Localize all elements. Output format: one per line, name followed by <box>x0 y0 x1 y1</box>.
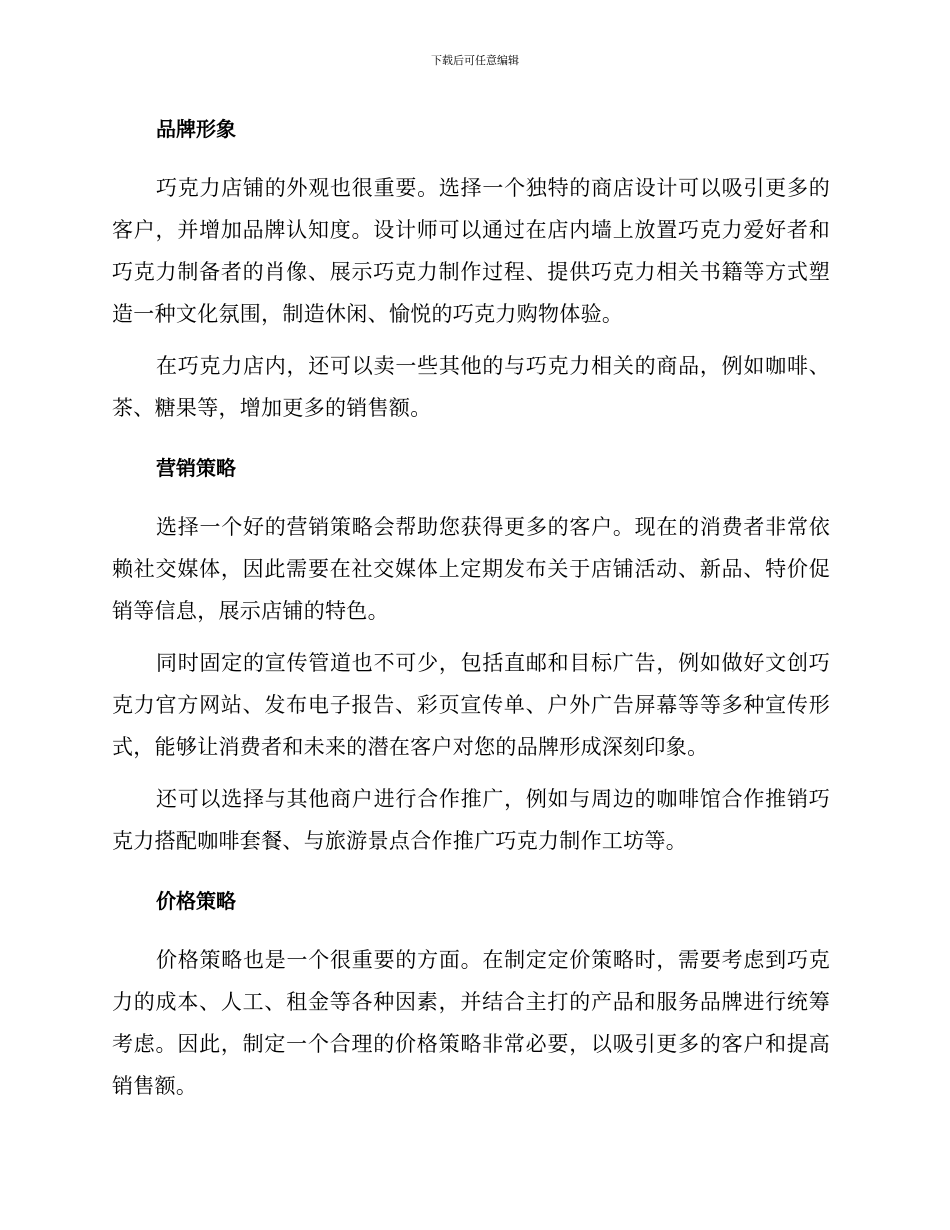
section-heading-marketing-strategy: 营销策略 <box>156 456 236 480</box>
document-body <box>112 110 830 1107</box>
paragraph: 选择一个好的营销策略会帮助您获得更多的客户。现在的消费者非常依赖社交媒体，因此需要在社交媒体上定期发布关于店铺活动、新品、特价促销等信息，展示店铺的特色。 <box>112 515 830 623</box>
paragraph: 巧克力店铺的外观也很重要。选择一个独特的商店设计可以吸引更多的客户，并增加品牌认知度。设计师可以通过在店内墙上放置巧克力爱好者和巧克力制备者的肖像、展示巧克力制作过程、提供巧克力相关书籍等方式塑造一种文化氛围，制造休闲、愉悦的巧克力购物体验。 <box>112 176 830 326</box>
paragraph: 还可以选择与其他商户进行合作推广，例如与周边的咖啡馆合作推销巧克力搭配咖啡套餐、与旅游景点合作推广巧克力制作工坊等。 <box>112 787 830 853</box>
section-heading-pricing-strategy: 价格策略 <box>156 889 236 913</box>
paragraph: 在巧克力店内，还可以卖一些其他的与巧克力相关的商品，例如咖啡、茶、糖果等，增加更多的销售额。 <box>112 354 830 420</box>
paragraph: 价格策略也是一个很重要的方面。在制定定价策略时，需要考虑到巧克力的成本、人工、租金等各种因素，并结合主打的产品和服务品牌进行统筹考虑。因此，制定一个合理的价格策略非常必要，以吸引更多的客户和提高销售额。 <box>112 948 830 1098</box>
page-header: 下载后可任意编辑 <box>431 54 519 67</box>
section-heading-brand-image: 品牌形象 <box>156 117 236 141</box>
paragraph: 同时固定的宣传管道也不可少，包括直邮和目标广告，例如做好文创巧克力官方网站、发布电子报告、彩页宣传单、户外广告屏幕等等多种宣传形式，能够让消费者和未来的潜在客户对您的品牌形成深刻印象。 <box>112 651 830 759</box>
